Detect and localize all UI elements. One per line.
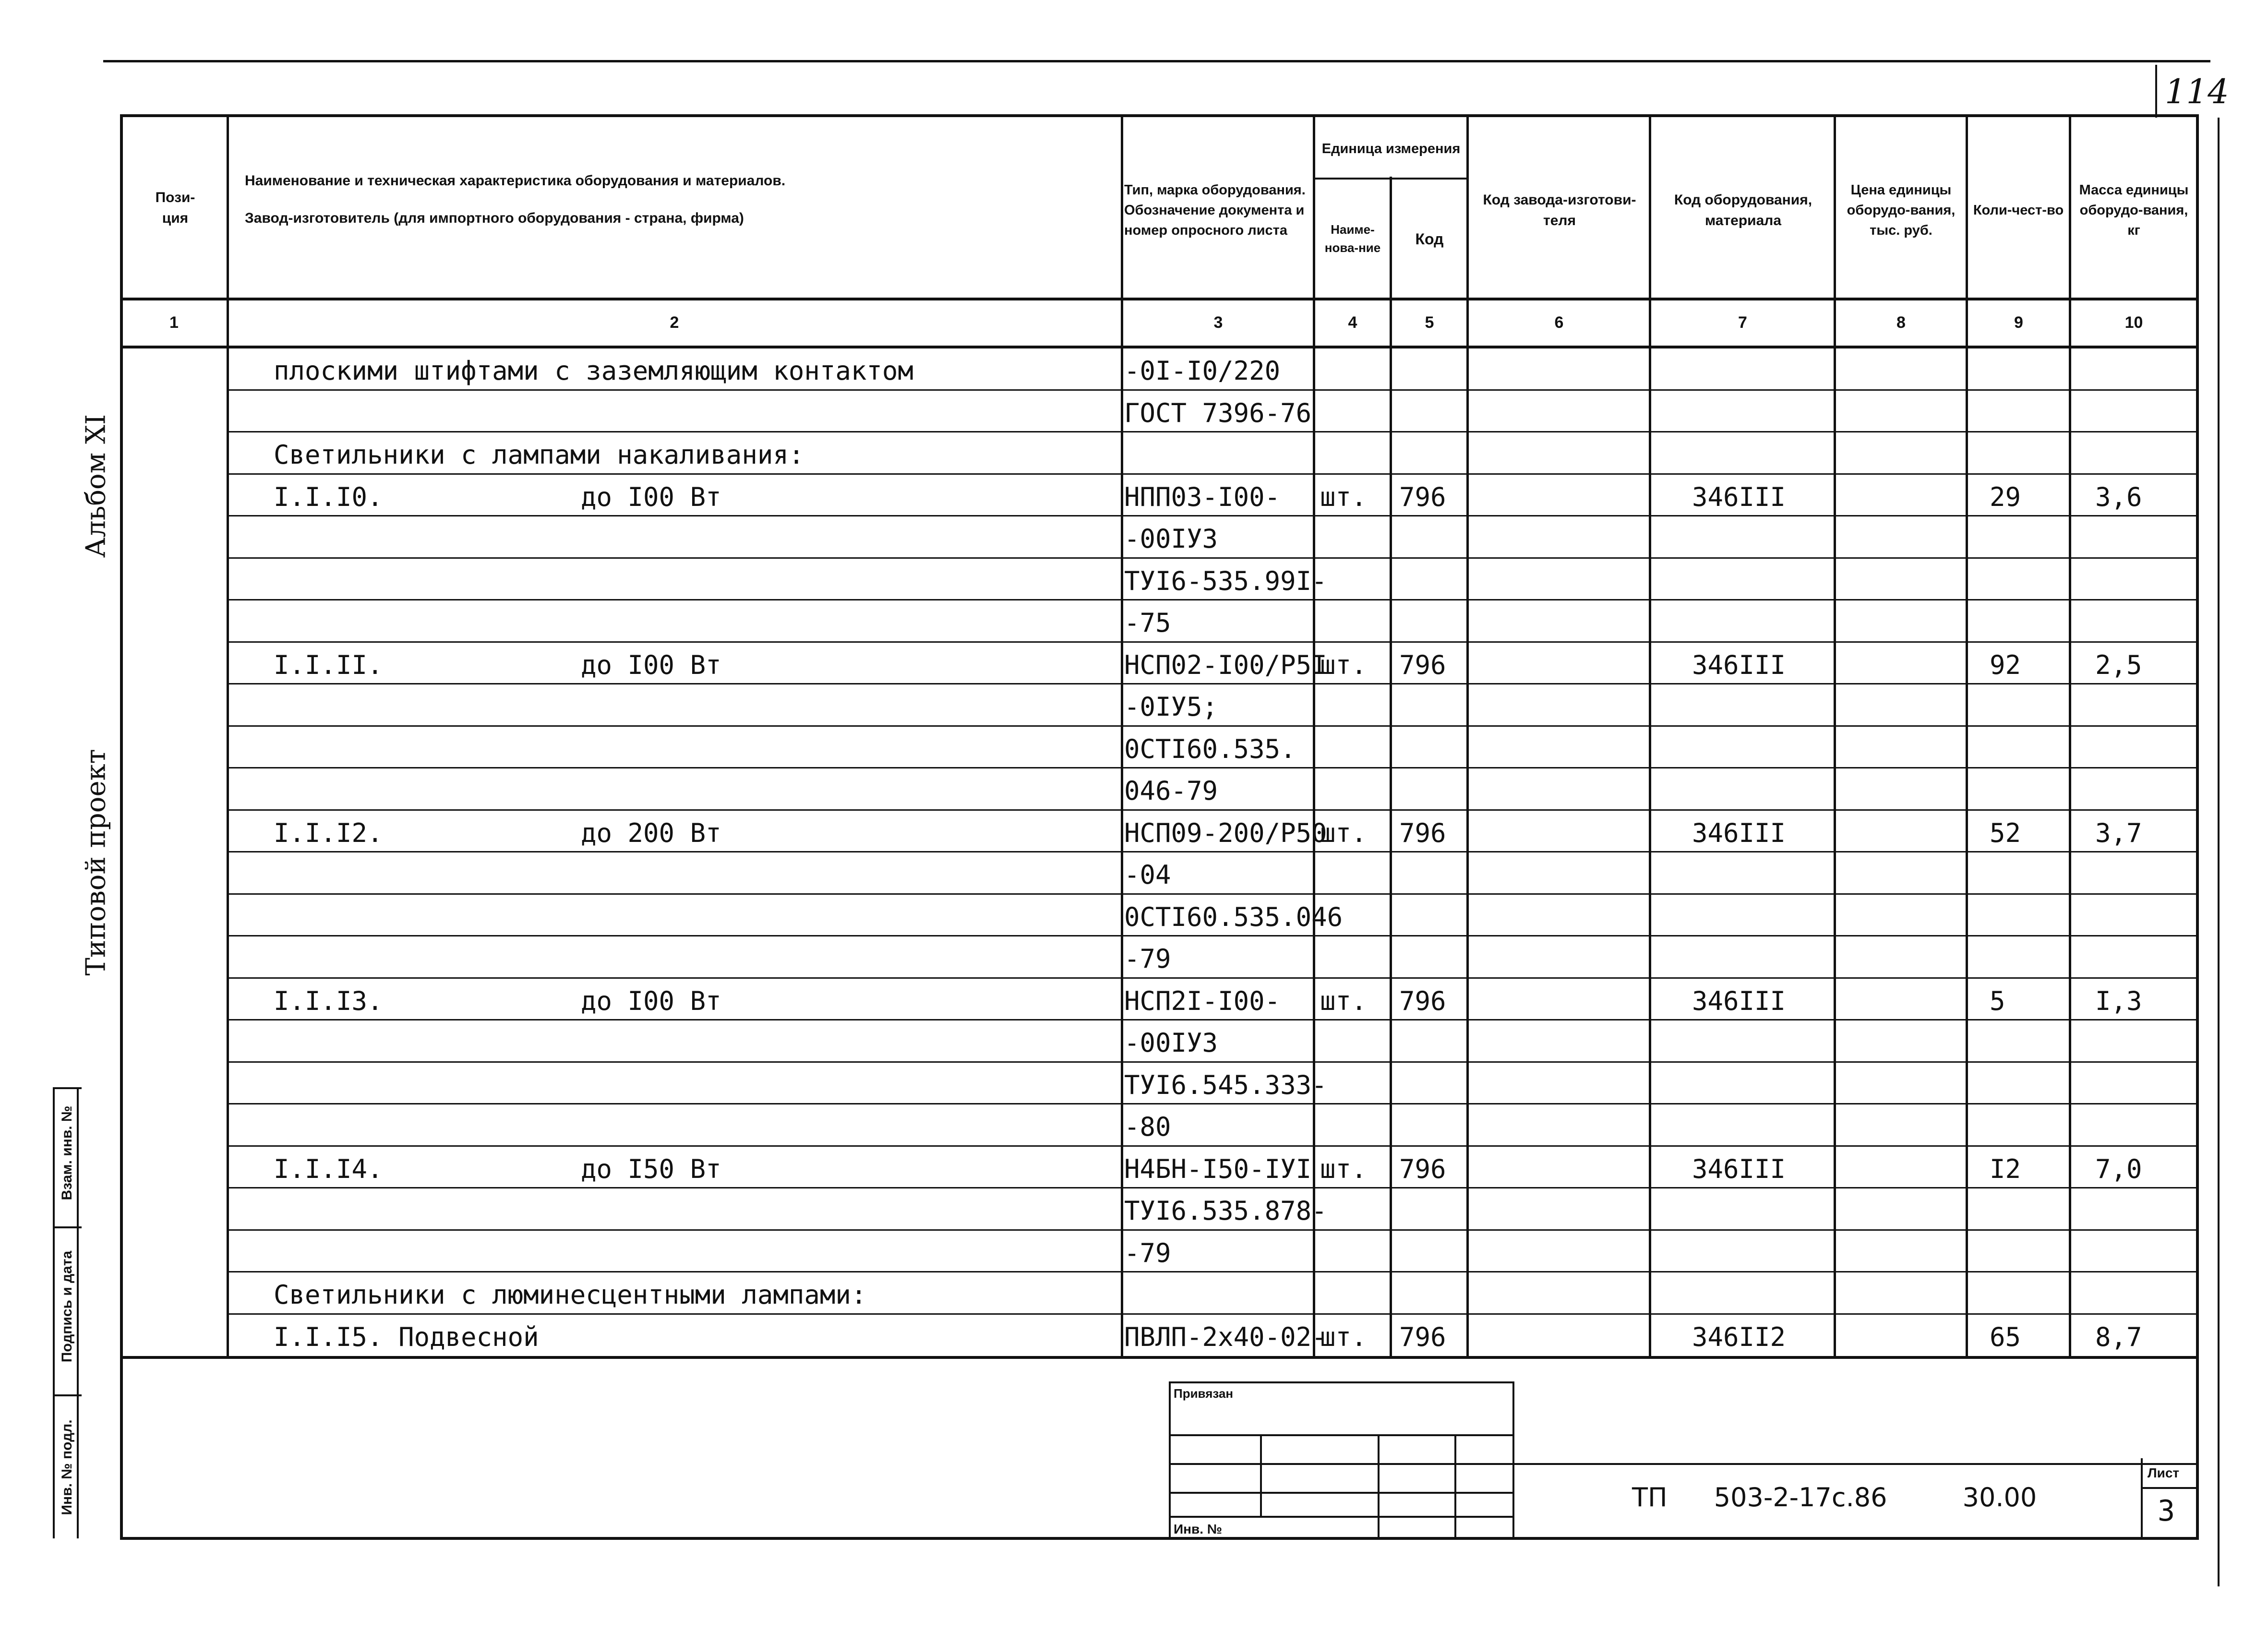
- cell-c3: ПВЛП-2х40-02-: [1124, 1321, 1327, 1352]
- cell-c4: шт.: [1320, 985, 1367, 1016]
- column-number: 3: [1213, 313, 1223, 332]
- table-row: [120, 895, 2198, 937]
- cell-c3: НСП2I-I00-: [1124, 985, 1281, 1016]
- cell-c5: 796: [1399, 649, 1446, 680]
- cell-c3: 0CTI60.535.046: [1124, 901, 1343, 932]
- header-unit-code: Код: [1415, 230, 1444, 248]
- table-row: [120, 643, 2198, 685]
- header-factory-code: Код завода-изготови-теля: [1483, 192, 1636, 228]
- table-row: [120, 1147, 2198, 1189]
- header-quantity: Коли-чест-во: [1973, 202, 2064, 218]
- cell-c2a: I.I.I4.: [274, 1153, 383, 1184]
- column-number: 10: [2124, 313, 2143, 332]
- cell-c2b: до I50 Вт: [581, 1153, 721, 1184]
- cell-c2a: I.I.I3.: [274, 985, 383, 1016]
- cell-c3: -04: [1124, 860, 1171, 890]
- cell-c3: НСП02-I00/P5I: [1124, 649, 1327, 680]
- cell-c7: 346II2: [1692, 1321, 1786, 1352]
- table-row: [120, 1104, 2198, 1147]
- table-row: [120, 1020, 2198, 1063]
- table-row: [120, 852, 2198, 895]
- cell-c7: 346III: [1692, 817, 1786, 848]
- column-number: 2: [670, 313, 679, 332]
- cell-c9: 52: [1990, 817, 2021, 848]
- cell-c2: Светильники с лампами накаливания:: [274, 440, 804, 470]
- cell-c2a: I.I.I2.: [274, 817, 383, 848]
- cell-c10: 7,0: [2095, 1153, 2142, 1184]
- project-label: Типовой проект: [80, 749, 112, 976]
- top-rule: [103, 60, 2210, 62]
- cell-c3: -00IУ3: [1124, 524, 1218, 554]
- table-row: [120, 559, 2198, 601]
- column-number: 9: [2014, 313, 2023, 332]
- cell-c10: 8,7: [2095, 1321, 2142, 1352]
- cell-c4: шт.: [1320, 1153, 1367, 1184]
- stamp-replace-inv: Взам. инв. №: [59, 1105, 75, 1200]
- cell-c5: 796: [1399, 1153, 1446, 1184]
- cell-c3: ТУI6-535.99I-: [1124, 565, 1327, 596]
- cell-c10: I,3: [2095, 985, 2142, 1016]
- cell-c7: 346III: [1692, 649, 1786, 680]
- cell-c7: 346III: [1692, 481, 1786, 512]
- cell-c10: 3,6: [2095, 481, 2142, 512]
- table-row: [120, 979, 2198, 1021]
- cell-c2: I.I.I5. Подвесной: [274, 1321, 539, 1352]
- cell-c3: -00IУ3: [1124, 1028, 1218, 1058]
- column-number: 8: [1896, 313, 1906, 332]
- table-row: [120, 1188, 2198, 1231]
- cell-c3: 0CTI60.535.: [1124, 733, 1296, 764]
- table-row: [120, 936, 2198, 979]
- column-number: 7: [1738, 313, 1747, 332]
- header-equipment-code: Код оборудования, материала: [1674, 192, 1812, 228]
- bound-block: [1169, 1381, 1514, 1540]
- cell-c2b: до I00 Вт: [581, 649, 721, 680]
- header-name: Наименование и техническая характеристика оборудования и материалов. Завод-изготовитель (для импортного оборудования - страна, фирма): [245, 173, 786, 226]
- cell-c2: Светильники с люминесцентными лампами:: [274, 1280, 867, 1310]
- cell-c3: -80: [1124, 1112, 1171, 1142]
- cell-c3: НПП03-I00-: [1124, 481, 1281, 512]
- cell-c9: 92: [1990, 649, 2021, 680]
- cell-c3: 046-79: [1124, 776, 1218, 806]
- cell-c3: ТУI6.545.333-: [1124, 1069, 1327, 1100]
- table-row: [120, 1272, 2198, 1315]
- album-label: Альбом XI: [80, 414, 112, 558]
- cell-c9: 65: [1990, 1321, 2021, 1352]
- sheet-label: Лист: [2148, 1465, 2180, 1480]
- cell-c2b: до I00 Вт: [581, 985, 721, 1016]
- cell-c4: шт.: [1320, 1321, 1367, 1352]
- cell-c9: 29: [1990, 481, 2021, 512]
- cell-c4: шт.: [1320, 817, 1367, 848]
- cell-c7: 346III: [1692, 1153, 1786, 1184]
- cell-c3: НСП09-200/P50: [1124, 817, 1327, 848]
- inv-label: Инв. №: [1174, 1522, 1223, 1536]
- cell-c10: 3,7: [2095, 817, 2142, 848]
- header-mass: Масса единицы оборудо-вания, кг: [2079, 182, 2189, 239]
- table-row: [120, 600, 2198, 643]
- table-row: [120, 516, 2198, 559]
- cell-c4: шт.: [1320, 481, 1367, 512]
- cell-c3: -79: [1124, 1237, 1171, 1268]
- cell-c3: -0IУ5;: [1124, 692, 1218, 722]
- sheet-number: 3: [2158, 1494, 2175, 1528]
- cell-c2a: I.I.II.: [274, 649, 383, 680]
- cell-c5: 796: [1399, 817, 1446, 848]
- spec-table: [120, 114, 2198, 1540]
- cell-c2a: I.I.I0.: [274, 481, 383, 512]
- cell-c9: I2: [1990, 1153, 2021, 1184]
- header-unit: Единица измерения: [1321, 141, 1461, 157]
- table-row: [120, 391, 2198, 433]
- table-row: [120, 727, 2198, 769]
- cell-c3: -75: [1124, 608, 1171, 638]
- stamp-sign-date: Подпись и дата: [59, 1250, 75, 1363]
- table-row: [120, 811, 2198, 853]
- cell-c5: 796: [1399, 1321, 1446, 1352]
- cell-c2b: до 200 Вт: [581, 817, 721, 848]
- table-row: [120, 1231, 2198, 1273]
- cell-c4: шт.: [1320, 649, 1367, 680]
- table-row: [120, 1315, 2198, 1357]
- cell-c3: -0I-I0/220: [1124, 356, 1281, 386]
- column-number: 5: [1425, 313, 1434, 332]
- stamp-inv-orig: Инв. № подл.: [59, 1419, 75, 1515]
- table-row: [120, 432, 2198, 475]
- cell-c3: -79: [1124, 944, 1171, 974]
- table-row: [120, 684, 2198, 727]
- column-number: 1: [169, 313, 179, 332]
- cell-c3: ГОСТ 7396-76: [1124, 397, 1312, 428]
- cell-c2: плоскими штифтами с заземляющим контактом: [274, 356, 913, 386]
- page-number: 114: [2165, 72, 2229, 111]
- column-number: 6: [1554, 313, 1564, 332]
- cell-c3: ТУI6.535.878-: [1124, 1196, 1327, 1226]
- cell-c7: 346III: [1692, 985, 1786, 1016]
- doc-code: ТП 503-2-17с.86 30.00: [1632, 1482, 2037, 1512]
- cell-c5: 796: [1399, 481, 1446, 512]
- header-unit-name: Наиме-нова-ние: [1324, 222, 1381, 255]
- table-row: [120, 1063, 2198, 1105]
- header-position: Пози- ция: [155, 189, 195, 226]
- cell-c2b: до I00 Вт: [581, 481, 721, 512]
- cell-c5: 796: [1399, 985, 1446, 1016]
- cell-c3: Н4БН-I50-IУI: [1124, 1153, 1312, 1184]
- bound-label: Привязан: [1174, 1386, 1234, 1401]
- table-row: [120, 475, 2198, 517]
- cell-c9: 5: [1990, 985, 2005, 1016]
- table-row: [120, 348, 2198, 391]
- table-row: [120, 768, 2198, 811]
- header-type: Тип, марка оборудования. Обозначение документа и номер опросного листа: [1124, 182, 1306, 239]
- cell-c10: 2,5: [2095, 649, 2142, 680]
- column-number: 4: [1348, 313, 1357, 332]
- stamp-column: [53, 1087, 115, 1538]
- sheet-box: [2141, 1458, 2198, 1540]
- header-price: Цена единицы оборудо-вания, тыс. руб.: [1847, 182, 1956, 239]
